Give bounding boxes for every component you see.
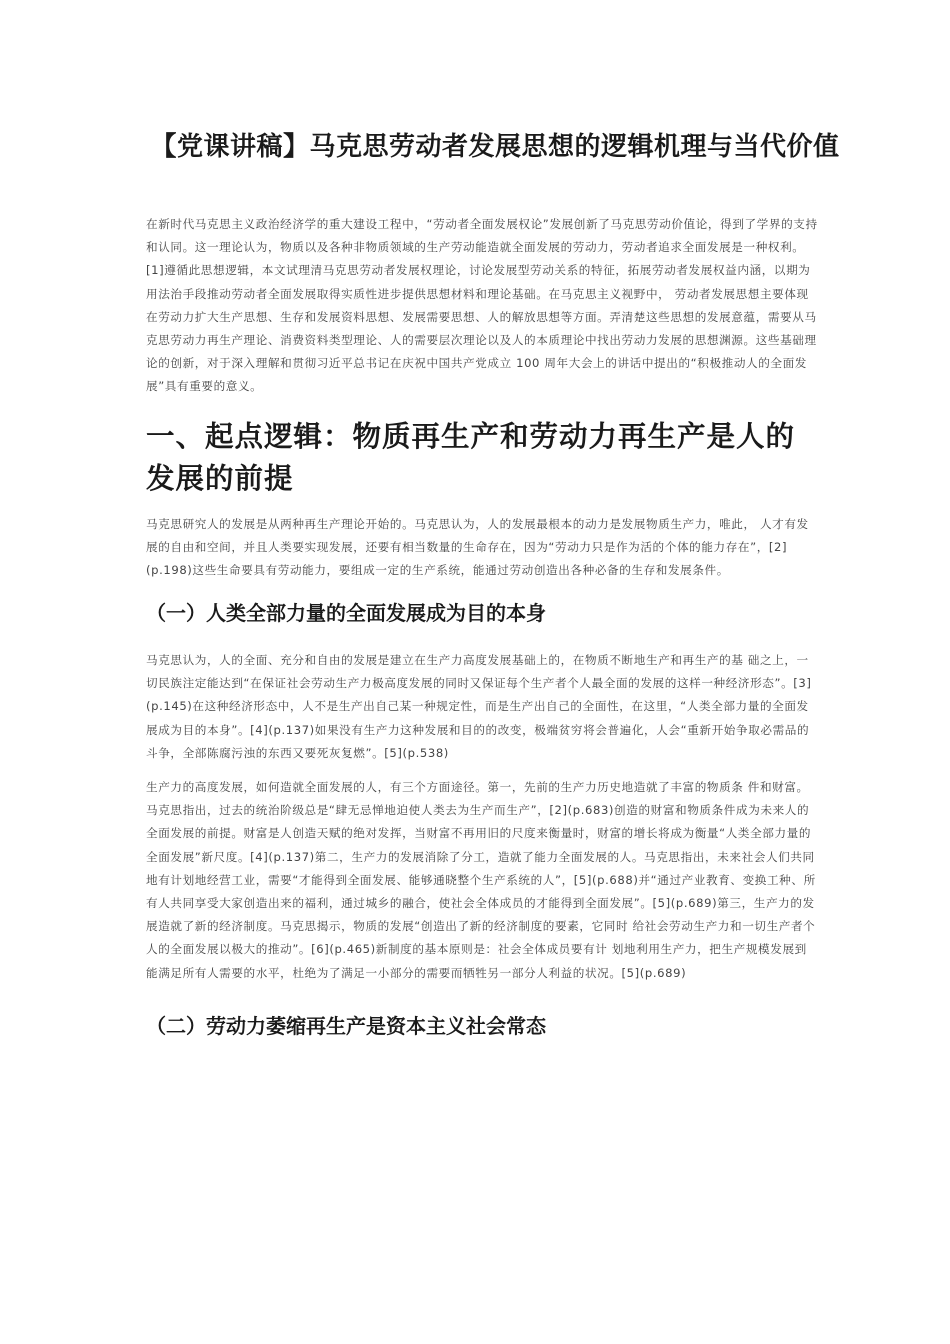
section-1-heading: 一、起点逻辑：物质再生产和劳动力再生产是人的发展的前提 (146, 420, 796, 495)
subsection-1-paragraph-1: 马克思认为，人的全面、充分和自由的发展是建立在生产力高度发展基础上的，在物质不断地生产和再生产的基 础之上，一切民族注定能达到“在保证社会劳动生产力极高度发展的同时又保证每个生产者个人最全面的发展的这样一种经济形态”。[3](p.145)在这种经济形态中，人不是生产出自己某一种规定性，而是生产出自己的全面性，在这里，“人类全部力量的全面发展成为目的本身”。[4](p.137)如果没有生产力这种发展和目的的改变，极端贫穷将会普遍化，人会“重新开始争取必需品的斗争，全部陈腐污浊的东西又要死灰复燃”。[5](p.538) (146, 653, 812, 760)
subsection-2-heading: （二）劳动力萎缩再生产是资本主义社会常态 (146, 1014, 546, 1038)
document-title: 【党课讲稿】马克思劳动者发展思想的逻辑机理与当代价值 (150, 132, 840, 162)
section-1-paragraph: 马克思研究人的发展是从两种再生产理论开始的。马克思认为，人的发展最根本的动力是发展物质生产力，唯此， 人才有发展的自由和空间，并且人类要实现发展，还要有相当数量的生命存在，因为“劳动力只是作为活的个体的能力存在”，[2](p.198)这些生命要具有劳动能力，要组成一定的生产系统，能通过劳动创造出各种必备的生存和发展条件。 (146, 517, 809, 578)
intro-paragraph: 在新时代马克思主义政治经济学的重大建设工程中，“劳动者全面发展权论”发展创新了马克思劳动价值论，得到了学界的支持和认同。这一理论认为，物质以及各种非物质领域的生产劳动能造就全面发展的劳动力，劳动者追求全面发展是一种权利。[1]遵循此思想逻辑，本文试理清马克思劳动者发展权理论，讨论发展型劳动关系的特征，拓展劳动者发展权益内涵，以期为用法治手段推动劳动者全面发展取得实质性进步提供思想材料和理论基础。在马克思主义视野中， 劳动者发展思想主要体现在劳动力扩大生产思想、生存和发展资料思想、发展需要思想、人的解放思想等方面。弄清楚这些思想的发展意蕴，需要从马克思劳动力再生产理论、消费资料类型理论、人的需要层次理论以及人的本质理论中找出劳动力发展的思想渊源。这些基础理论的创新，对于深入理解和贯彻习近平总书记在庆祝中国共产党成立 100 周年大会上的讲话中提出的“积极推动人的全面发展”具有重要的意义。 (146, 217, 818, 394)
subsection-1-heading: （一）人类全部力量的全面发展成为目的本身 (146, 601, 546, 625)
subsection-1-paragraph-2: 生产力的高度发展，如何造就全面发展的人，有三个方面途径。第一，先前的生产力历史地造就了丰富的物质条 件和财富。马克思指出，过去的统治阶级总是“肆无忌惮地迫使人类去为生产而生产”，[2](p.683)创造的财富和物质条件成为未来人的全面发展的前提。财富是人创造天赋的绝对发挥，当财富不再用旧的尺度来衡量时，财富的增长将成为衡量“人类全部力量的全面发展”新尺度。[4](p.137)第二，生产力的发展消除了分工，造就了能力全面发展的人。马克思指出，未来社会人们共同地有计划地经营工业，需要“才能得到全面发展、能够通晓整个生产系统的人”，[5](p.688)并“通过产业教育、变换工种、所有人共同享受大家创造出来的福利，通过城乡的融合，使社会全体成员的才能得到全面发展”。[5](p.689)第三，生产力的发展造就了新的经济制度。马克思揭示，物质的发展“创造出了新的经济制度的要素，它同时 给社会劳动生产力和一切生产者个人的全面发展以极大的推动”。[6](p.465)新制度的基本原则是：社会全体成员要有计 划地利用生产力，把生产规模发展到能满足所有人需要的水平，杜绝为了满足一小部分的需要而牺牲另一部分人利益的状况。[5](p.689) (146, 780, 816, 980)
